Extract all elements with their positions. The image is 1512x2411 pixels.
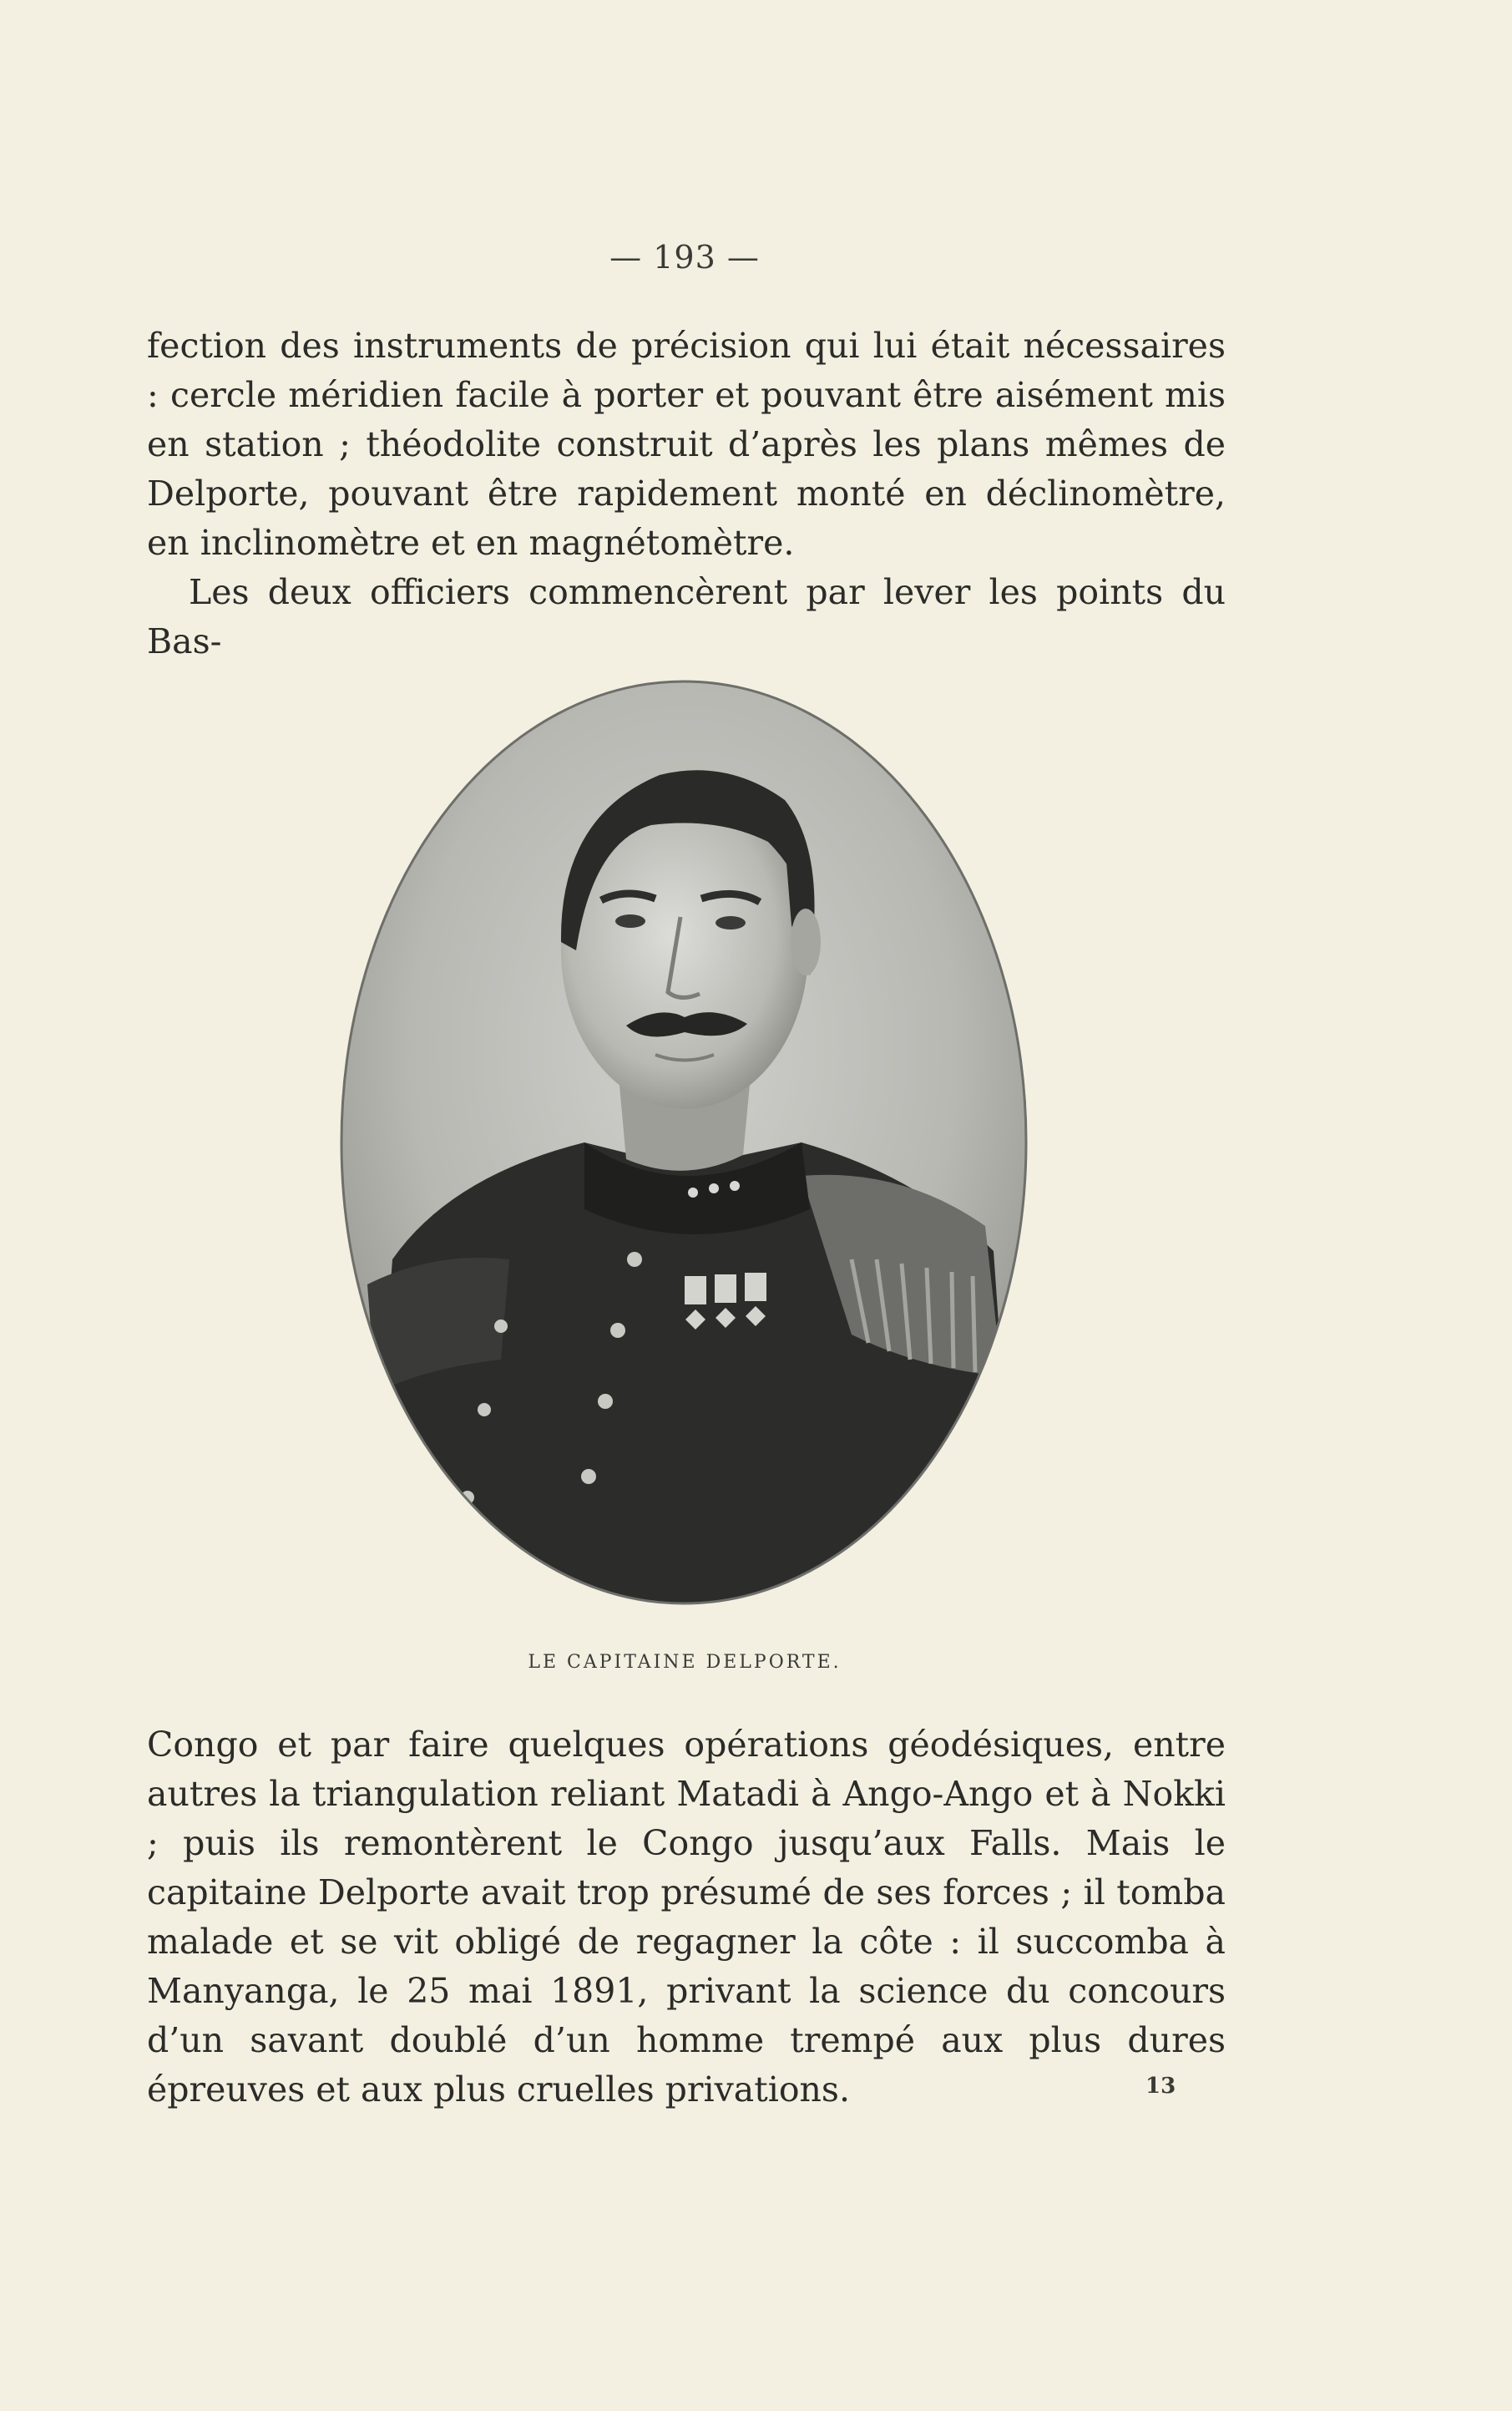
portrait-figure <box>334 675 1034 1610</box>
signature-mark: 13 <box>1145 2074 1176 2099</box>
page-number: — 193 — <box>609 239 760 276</box>
text-block-top <box>147 322 1226 666</box>
paragraph-officers: Les deux officiers commencèrent par lever les points du Bas- <box>147 572 1226 661</box>
text-block-bottom <box>147 1720 1226 2115</box>
paragraph-congo: Congo et par faire quelques opérations géodésiques, entre autres la triangulation reliant Matadi à Ango-Ango et à Nokki ; puis ils remontèrent le Congo jusqu’aux Falls. Mais le capitaine Delporte avait trop présumé de ses forces ; il tomba malade et se vit obligé de regagner la côte : il succomba à Manyanga, le 25 mai 1891, privant la science du concours d’un savant doublé d’un homme trempé aux plus dures épreuves et aux plus cruelles privations. <box>147 1725 1226 2110</box>
figure-caption: LE CAPITAINE DELPORTE. <box>528 1652 842 1673</box>
portrait-image <box>334 675 1034 1610</box>
portrait-oval <box>334 675 1034 1610</box>
paragraph-continuation: fection des instruments de précision qui lui était nécessaires : cercle méridien facile à porter et pouvant être aisément mis en station ; théodolite construit d’après les plans mêmes de Delporte, pouvant être rapidement monté en déclinomètre, en inclinomètre et en magnétomètre. <box>147 326 1226 563</box>
